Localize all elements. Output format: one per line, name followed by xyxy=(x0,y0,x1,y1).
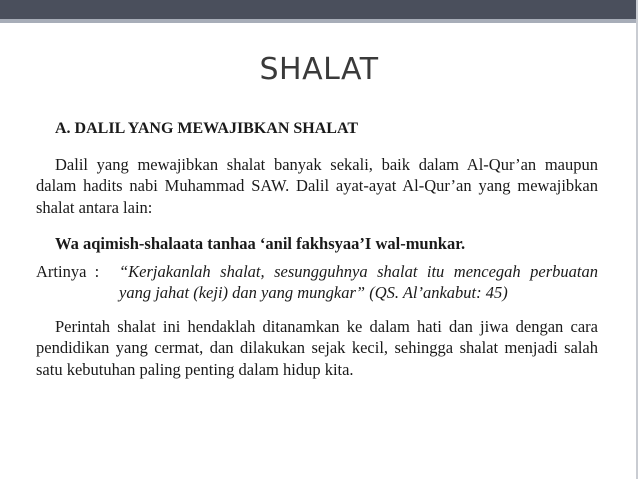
closing-paragraph: Perintah shalat ini hendaklah ditanamkan ke dalam hati dan jiwa dengan cara pendidikan yang cermat, dan dilakukan sejak kecil, sehingga shalat menjadi salah satu kebutuhan paling penting dalam hidup kita. xyxy=(36,316,598,379)
slide-title: SHALAT xyxy=(259,52,379,87)
slide-top-accent-line xyxy=(0,19,638,23)
intro-paragraph: Dalil yang mewajibkan shalat banyak sekali, baik dalam Al-Qur’an maupun dalam hadits nabi Muhammad SAW. Dalil ayat-ayat Al-Qur’an yang mewajibkan shalat antara lain: xyxy=(36,154,598,217)
translation-label: Artinya : xyxy=(36,261,100,281)
verse-transliteration: Wa aqimish-shalaata tanhaa ‘anil fakhsyaa’I wal-munkar. xyxy=(55,234,466,253)
section-heading: A. DALIL YANG MEWAJIBKAN SHALAT xyxy=(55,120,359,137)
slide-content xyxy=(36,118,598,380)
verse-translation xyxy=(36,261,598,304)
slide-top-bar xyxy=(0,0,638,19)
translation-text: “Kerjakanlah shalat, sesungguhnya shalat itu mencegah perbuatan yang jahat (keji) dan yang mungkar” (QS. Al’ankabut: 45) xyxy=(119,261,598,302)
